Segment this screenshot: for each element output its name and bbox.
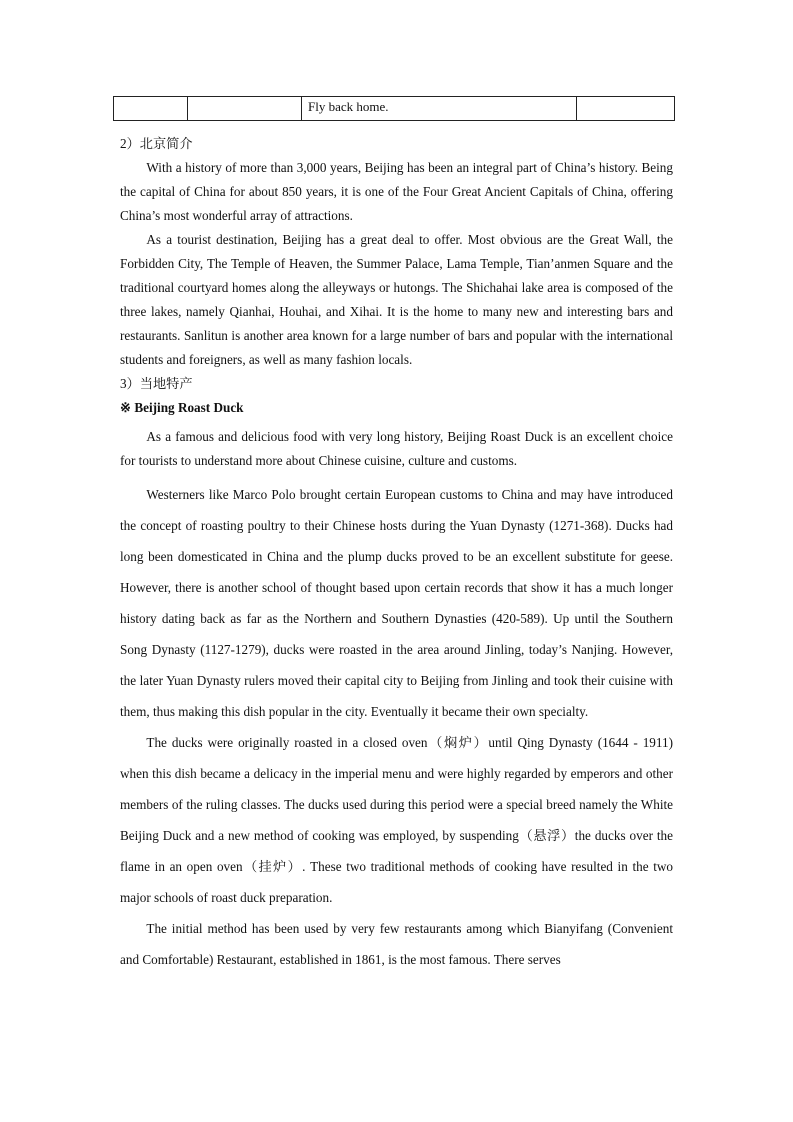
table-cell: Fly back home. <box>302 97 577 121</box>
subsection-title-roast-duck: ※ Beijing Roast Duck <box>120 400 244 415</box>
paragraph: As a famous and delicious food with very long history, Beijing Roast Duck is an excellent choice for tourists to understand more about Chinese cuisine, culture and customs. <box>120 429 673 468</box>
paragraph: As a tourist destination, Beijing has a great deal to offer. Most obvious are the Great Wall, the Forbidden City, The Temple of Heaven, the Summer Palace, Lama Temple, Tian’anmen Square and the traditional courtyard homes along the alleyways or hutongs. The Shichahai lake area is composed of the three lakes, namely Qianhai, Houhai, and Xihai. It is the home to many new and interesting bars and restaurants. Sanlitun is another area known for a large number of bars and popular with the international students and foreigners, as well as many fashion locals. <box>120 232 673 367</box>
paragraph: Westerners like Marco Polo brought certain European customs to China and may have introduced the concept of roasting poultry to their Chinese hosts during the Yuan Dynasty (1271-368). Ducks had long been domesticated in China and the plump ducks proved to be an excellent substitute for geese. However, there is another school of thought based upon certain records that show it has a much longer history dating back as far as the Northern and Southern Dynasties (420-589). Up until the Southern Song Dynasty (1127-1279), ducks were roasted in the area around Jinling, today’s Nanjing. However, the later Yuan Dynasty rulers moved their capital city to Beijing from Jinling and took their cuisine with them, thus making this dish popular in the city. Eventually it became their own specialty. <box>120 487 673 719</box>
table-cell <box>188 97 302 121</box>
paragraph: The initial method has been used by very few restaurants among which Bianyifang (Convenient and Comfortable) Restaurant, established in 1861, is the most famous. There serves <box>120 921 673 967</box>
section-heading-beijing-intro: 2）北京简介 <box>120 136 193 151</box>
document-body <box>120 132 673 975</box>
table-cell <box>114 97 188 121</box>
table-row <box>114 97 675 121</box>
section-heading-local-specialty: 3）当地特产 <box>120 376 193 391</box>
paragraph: With a history of more than 3,000 years, Beijing has been an integral part of China’s history. Being the capital of China for about 850 years, it is one of the Four Great Ancient Capitals of China, offering China’s most wonderful array of attractions. <box>120 160 673 223</box>
table-cell <box>577 97 675 121</box>
itinerary-table <box>113 96 675 121</box>
paragraph: The ducks were originally roasted in a closed oven（焖炉）until Qing Dynasty (1644 - 1911) when this dish became a delicacy in the imperial menu and were highly regarded by emperors and other members of the ruling classes. The ducks used during this period were a special breed namely the White Beijing Duck and a new method of cooking was employed, by suspending（悬浮）the ducks over the flame in an open oven（挂炉）. These two traditional methods of cooking have resulted in the two major schools of roast duck preparation. <box>120 735 673 905</box>
